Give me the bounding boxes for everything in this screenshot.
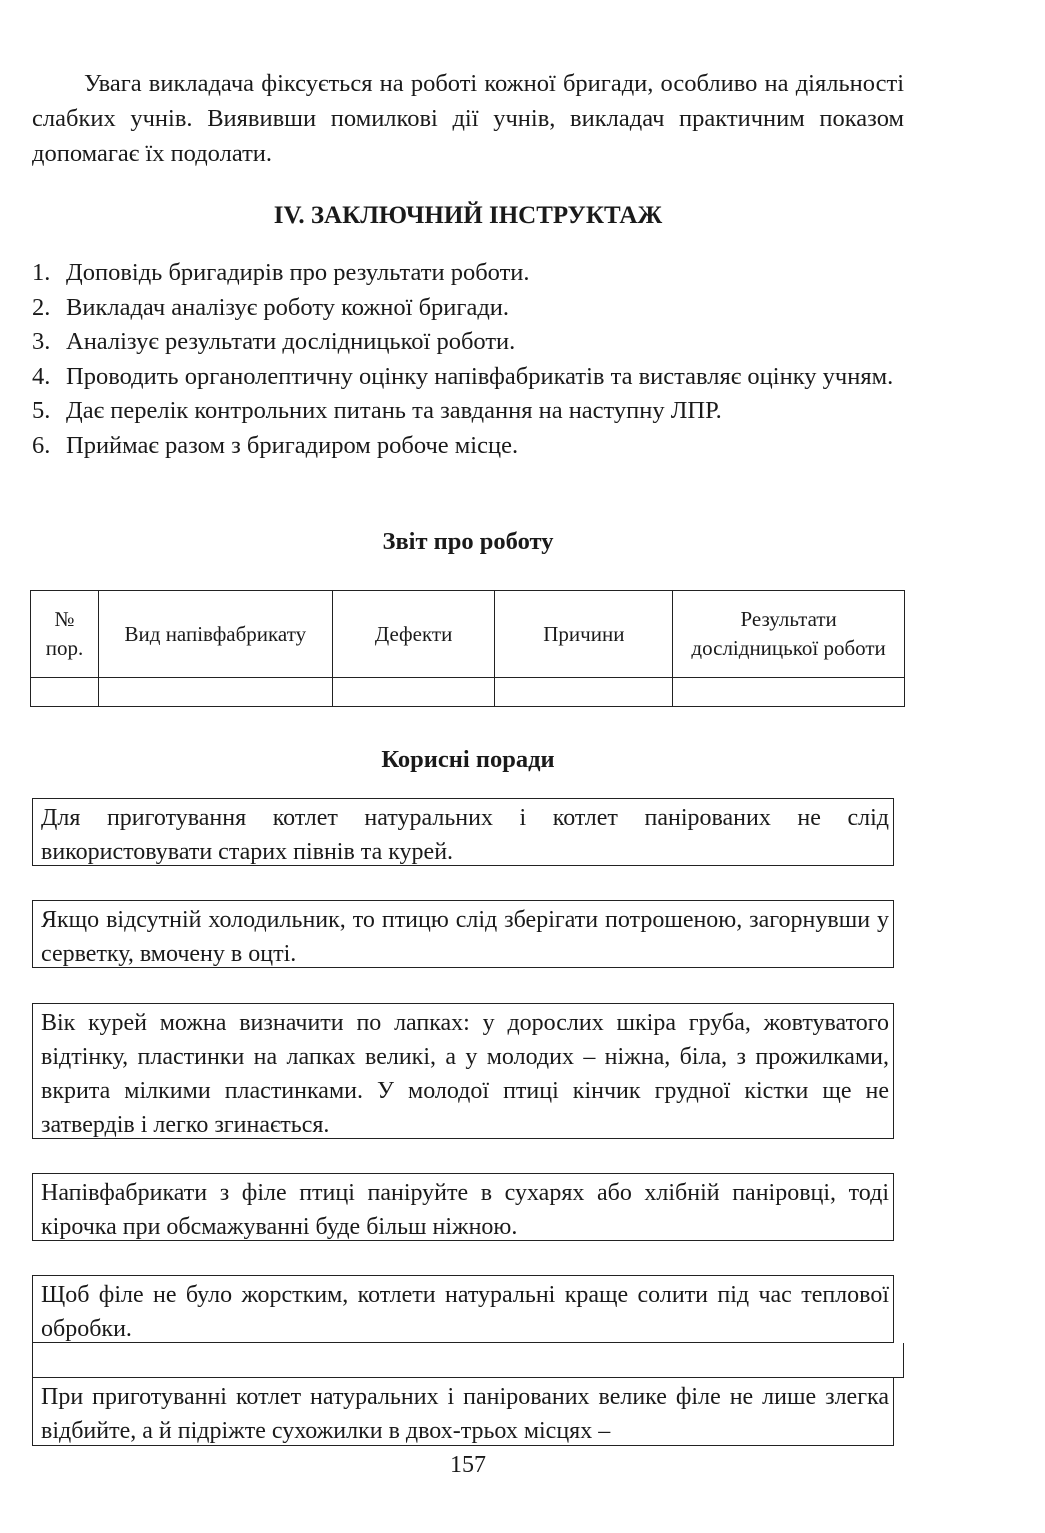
steps-list [32,256,904,463]
list-item [32,325,904,360]
table-cell [332,678,495,707]
list-number: 4. [32,362,51,390]
intro-paragraph: Увага викладача фіксується на роботі кожної бригади, особливо на діяльності слабких учнів. Виявивши помилкові дії учнів, викладач практичним показом допомагає їх подолати. [32,70,904,167]
table-header-row [31,591,905,678]
header-type: Вид напівфабрикату [98,591,332,678]
list-number: 2. [32,293,51,321]
table-cell [98,678,332,707]
list-number: 1. [32,259,51,286]
list-item [32,429,904,464]
list-number: 3. [32,328,51,355]
table-cell [31,678,99,707]
report-table [30,590,905,707]
table-row [31,678,905,707]
tip-box: Напівфабрикати з філе птиці паніруйте в сухарях або хлібній паніровці, тоді кірочка при обсмажуванні буде більш ніжною. [32,1173,894,1241]
table-cell [495,678,673,707]
list-text: Аналізує результати дослідницької роботи. [66,328,516,355]
page-number: 157 [450,1452,486,1478]
list-number: 5. [32,397,51,424]
list-text: Проводить органолептичну оцінку напівфабрикатів та виставляє оцінку учням. [66,362,894,390]
list-text: Доповідь бригадирів про результати роботи. [66,259,530,286]
tip-box: Якщо відсутній холодильник, то птицю слід зберігати потрошеною, загорнувши у серветку, вмочену в оцті. [32,900,894,968]
tip-box: При приготуванні котлет натуральних і панірованих велике філе не лише злегка відбийте, а й підріжте сухожилки в двох-трьох місцях – [32,1378,894,1446]
table-cell [673,678,905,707]
section-title: IV. ЗАКЛЮЧНИЙ ІНСТРУКТАЖ [273,202,663,229]
list-item [32,291,904,326]
header-results: Результати дослідницької роботи [673,591,905,678]
report-title: Звіт про роботу [382,528,554,555]
list-text: Приймає разом з бригадиром робоче місце. [66,431,519,459]
header-number: № пор. [31,591,99,678]
header-causes: Причини [495,591,673,678]
list-text: Викладач аналізує роботу кожної бригади. [66,293,510,321]
tip-box: Для приготування котлет натуральних і котлет панірованих не слід використовувати старих півнів та курей. [32,798,894,866]
tip-box: Щоб філе не було жорстким, котлети натуральні краще солити під час теплової обробки. [32,1275,894,1343]
list-item [32,394,904,429]
list-number: 6. [32,431,51,459]
list-text: Дає перелік контрольних питань та завдання на наступну ЛПР. [66,397,722,424]
header-defects: Дефекти [332,591,495,678]
tips-title: Корисні поради [381,746,555,773]
empty-box [32,1343,904,1378]
tip-box: Вік курей можна визначити по лапках: у дорослих шкіра груба, жовтуватого відтінку, пластинки на лапках великі, а у молодих – ніжна, біла, з прожилками, вкрита мілкими пластинками. У молодої птиці кінчик грудної кістки ще не затвердів і легко згинається. [32,1003,894,1139]
list-item [32,256,904,291]
list-item [32,360,904,395]
